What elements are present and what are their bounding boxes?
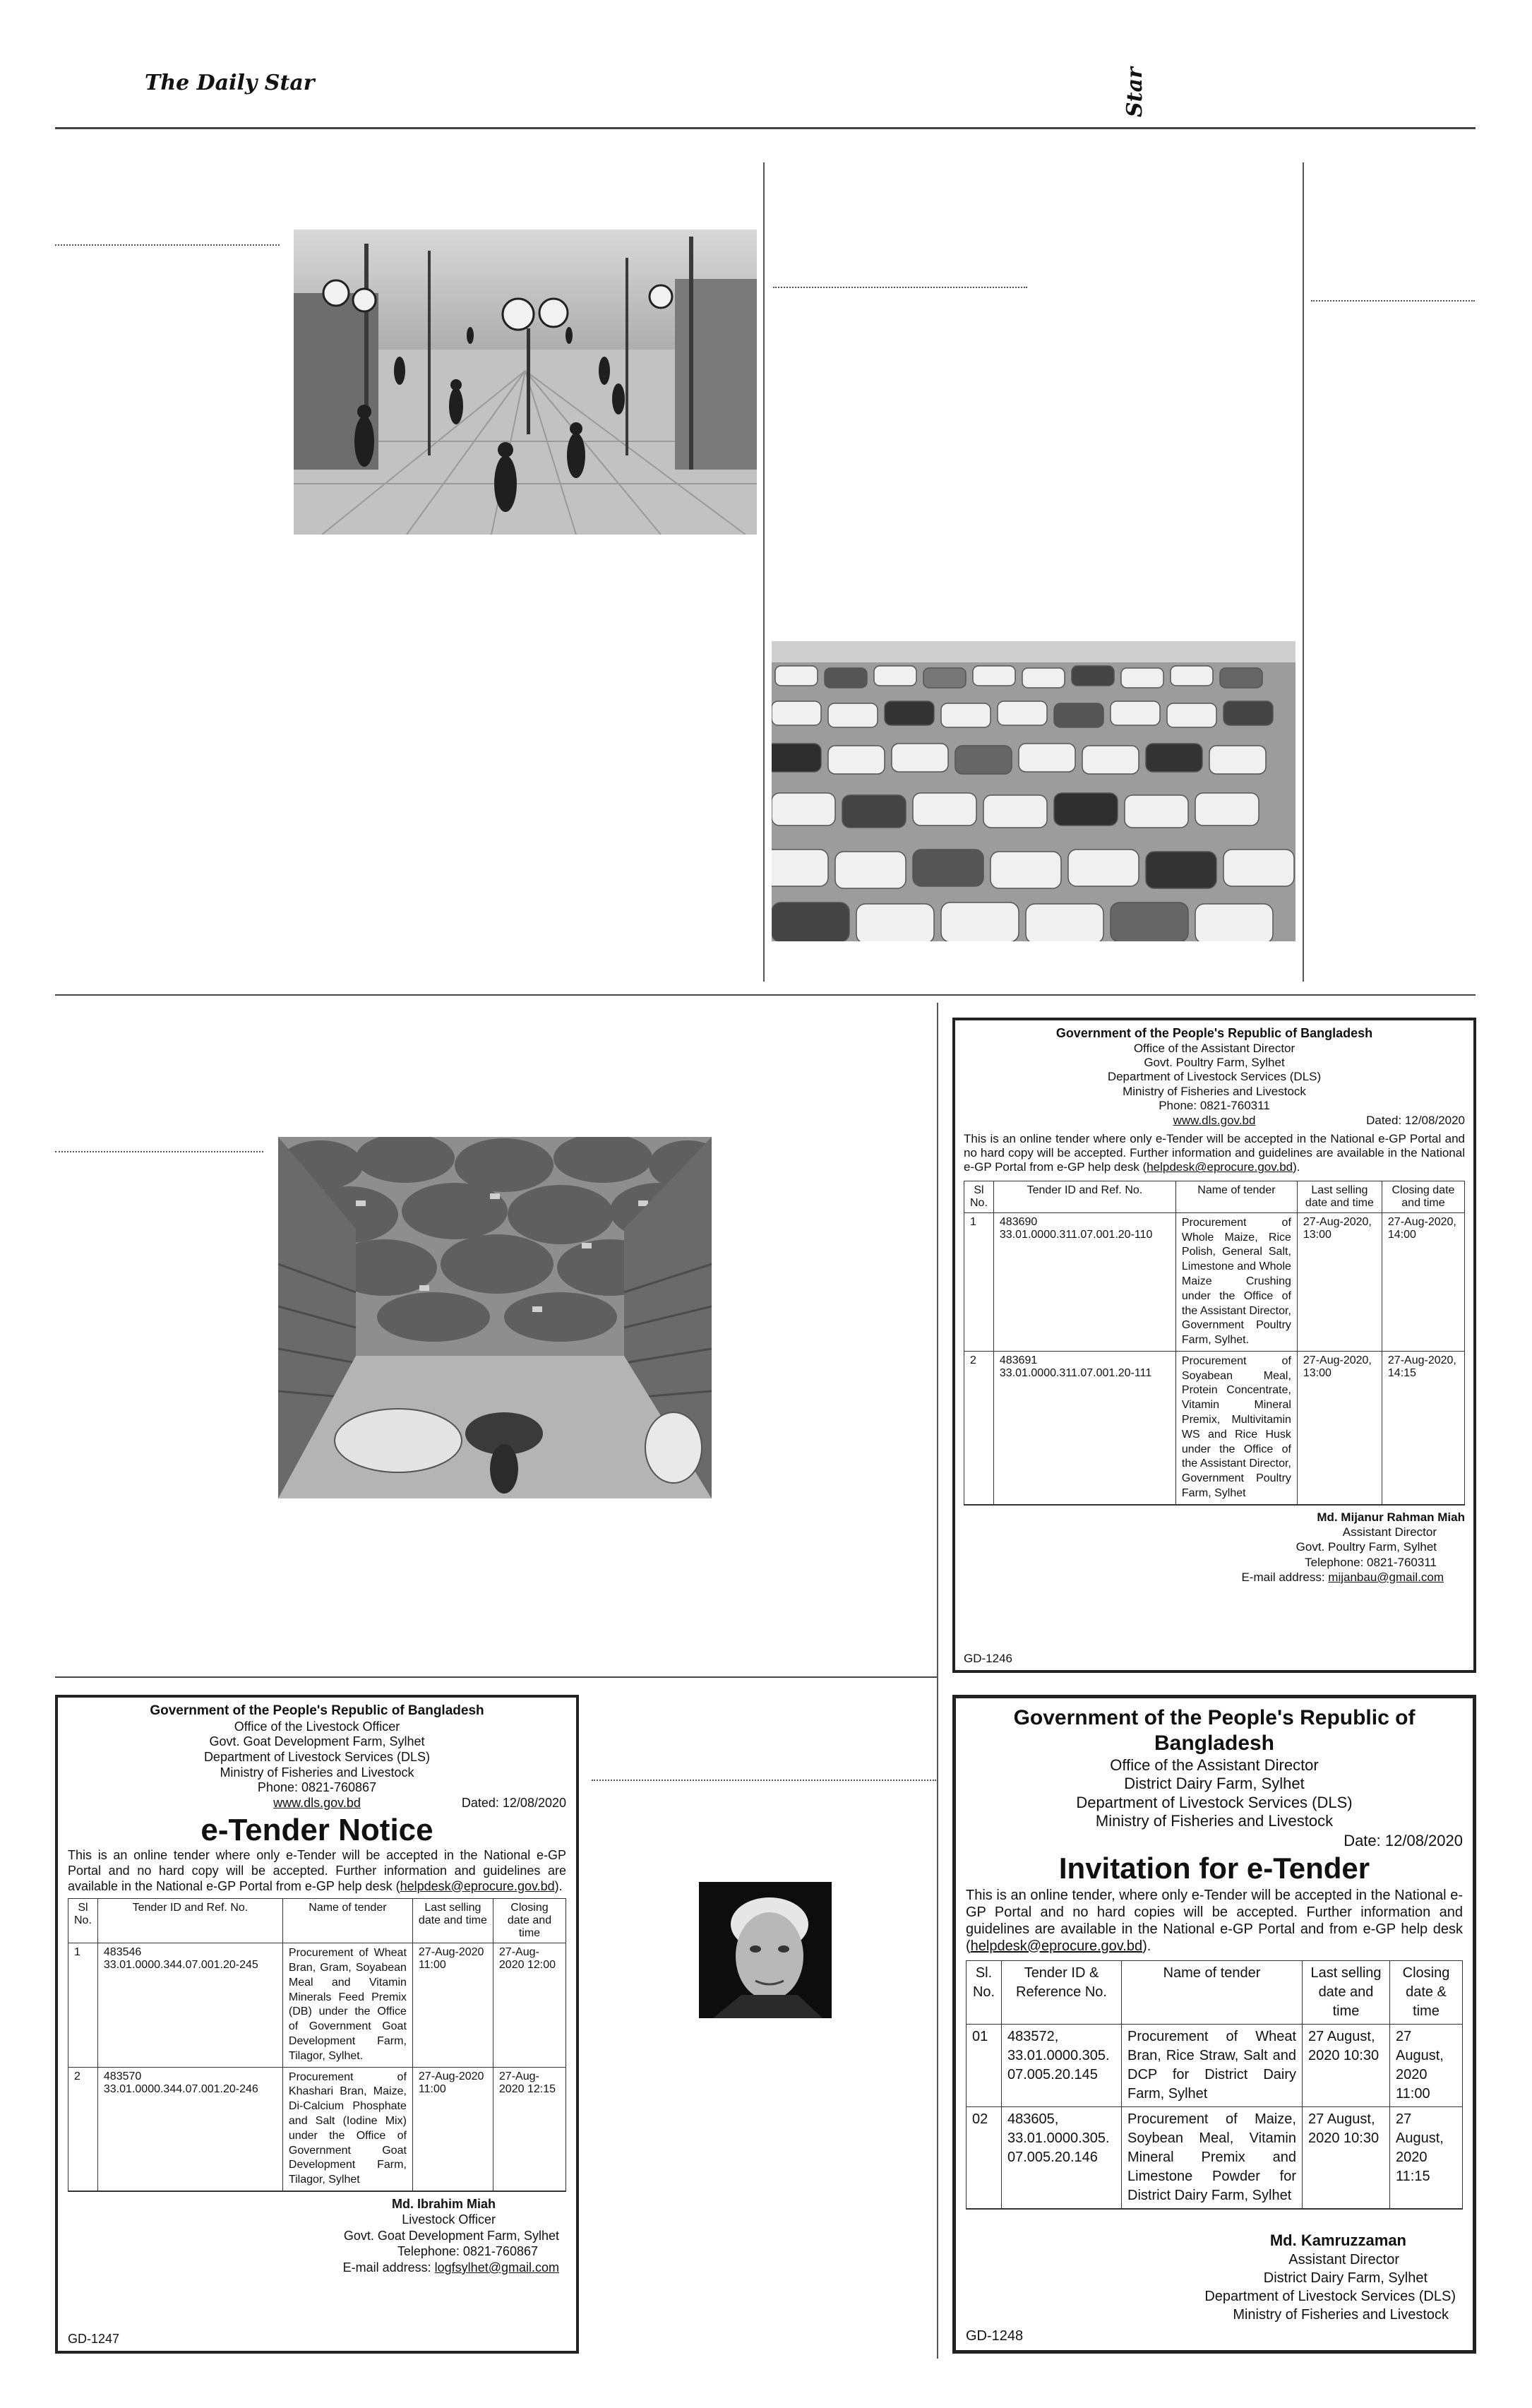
masthead-star-logo: Star: [1123, 67, 1147, 117]
column-divider: [1303, 162, 1304, 982]
column-header: Sl No.: [964, 1181, 994, 1212]
gd-number: GD-1247: [68, 2332, 120, 2346]
tender-name-cell: Procurement of Whole Maize, Rice Polish, General Salt, Limestone and Whole Maize Crushing under the Office of the Assistant Director, Government Poultry Farm, Sylhet.: [1175, 1212, 1297, 1351]
tender-title: Invitation for e-Tender: [1058, 1852, 1370, 1885]
tender-header: Department of Livestock Services (DLS): [1076, 1793, 1353, 1811]
tender-name-cell: Procurement of Maize, Soybean Meal, Vitamin Mineral Premix and Limestone Powder for District Dairy Farm, Sylhet: [1122, 2106, 1303, 2208]
signatory-phone: Telephone: 0821-760867: [397, 2244, 538, 2259]
column-divider: [763, 162, 765, 982]
last-selling-cell: 27-Aug-2020, 13:00: [1297, 1212, 1382, 1351]
tender-notice-gd-1248: [952, 1695, 1476, 2354]
column-header: Sl. No.: [967, 1960, 1002, 2024]
tender-date: Date: 12/08/2020: [1344, 1831, 1463, 1849]
sl-cell: 01: [967, 2024, 1002, 2106]
signature-block: [68, 2191, 566, 2276]
table-row: [964, 1351, 1465, 1504]
tender-date: Dated: 12/08/2020: [461, 1795, 566, 1810]
tender-header: Ministry of Fisheries and Livestock: [220, 1765, 414, 1780]
column-header: Closing date and time: [1382, 1181, 1464, 1212]
masthead-logo: The Daily Star: [145, 71, 315, 95]
story-rule: [592, 1780, 936, 1781]
table-row: [967, 2106, 1463, 2208]
signature-block: [964, 1505, 1465, 1585]
column-header: Last selling date and time: [412, 1899, 493, 1943]
signatory-office: District Dairy Farm, Sylhet: [1263, 2270, 1428, 2287]
signatory-name: Md. Mijanur Rahman Miah: [1317, 1510, 1465, 1524]
tender-header: Ministry of Fisheries and Livestock: [1123, 1084, 1306, 1098]
tender-intro: This is an online tender where only e-Tender will be accepted in the National e-GP Portal and no hard copy will be accepted. Further information and guidelines are available in the National e-GP Portal from e-GP help desk (helpdesk@eprocure.gov.bd).: [964, 1131, 1465, 1174]
column-divider: [937, 1003, 938, 2359]
column-header: Closing date & time: [1390, 1960, 1463, 2024]
last-selling-cell: 27-Aug-2020 11:00: [412, 1943, 493, 2067]
tender-header: Department of Livestock Services (DLS): [1107, 1070, 1322, 1084]
section-rule: [55, 1676, 937, 1678]
column-header: Closing date and time: [493, 1899, 565, 1943]
column-header: Name of tender: [1175, 1181, 1297, 1212]
tender-name-cell: Procurement of Khashari Bran, Maize, Di-Calcium Phosphate and Salt (Iodine Mix) under the Office of Government Goat Development Farm, Tilagor, Sylhet: [282, 2067, 412, 2191]
helpdesk-email-link[interactable]: helpdesk@eprocure.gov.bd: [1147, 1160, 1293, 1174]
tender-name-cell: Procurement of Wheat Bran, Rice Straw, Salt and DCP for District Dairy Farm, Sylhet: [1122, 2024, 1303, 2106]
sl-cell: 1: [964, 1212, 994, 1351]
last-selling-cell: 27 August, 2020 10:30: [1303, 2024, 1390, 2106]
last-selling-cell: 27-Aug-2020 11:00: [412, 2067, 493, 2191]
email-link[interactable]: logfsylhet@gmail.com: [434, 2260, 559, 2275]
tender-header: Ministry of Fisheries and Livestock: [1095, 1812, 1334, 1830]
sl-cell: 1: [68, 1943, 98, 2067]
signatory-title: Assistant Director: [1288, 2252, 1399, 2268]
column-header: Name of tender: [282, 1899, 412, 1943]
column-header: Tender ID and Ref. No.: [97, 1899, 282, 1943]
email-label: E-mail address:: [342, 2260, 435, 2275]
closing-cell: 27-Aug-2020 12:15: [493, 2067, 565, 2191]
tender-id-cell: 483572, 33.01.0000.305. 07.005.20.145: [1002, 2024, 1122, 2106]
signatory-name: Md. Kamruzzaman: [1269, 2231, 1406, 2249]
tender-header: Office of the Assistant Director: [1133, 1041, 1295, 1055]
tender-title: e-Tender Notice: [201, 1812, 433, 1847]
tender-notice-gd-1247: [55, 1695, 579, 2354]
signatory-office: Govt. Goat Development Farm, Sylhet: [343, 2228, 559, 2243]
story-rule: [55, 1151, 263, 1152]
tender-name-cell: Procurement of Wheat Bran, Gram, Soyabean Meal and Vitamin Minerals Feed Premix (DB) under the Office of Government Goat Development Farm, Tilagor, Sylhet.: [282, 1943, 412, 2067]
signatory-name: Md. Ibrahim Miah: [391, 2196, 496, 2211]
sl-cell: 02: [967, 2106, 1002, 2208]
column-header: Tender ID & Reference No.: [1002, 1960, 1122, 2024]
signatory-office: Govt. Poultry Farm, Sylhet: [1295, 1540, 1437, 1554]
car-lot-photo: [772, 641, 1295, 941]
tender-table: [966, 1960, 1463, 2209]
column-header: Tender ID and Ref. No.: [993, 1181, 1175, 1212]
signatory-title: Assistant Director: [1342, 1525, 1437, 1539]
tender-id-cell: 483546 33.01.0000.344.07.001.20-245: [97, 1943, 282, 2067]
portrait-photo: [699, 1882, 832, 2018]
email-link[interactable]: mijanbau@gmail.com: [1328, 1570, 1444, 1584]
tender-intro: This is an online tender where only e-Tender will be accepted in the National e-GP Portal and no hard copy will be accepted. Further information and guidelines are available in the National e-GP Portal from e-GP help desk (helpdesk@eprocure.gov.bd).: [68, 1848, 566, 1893]
tender-header: Department of Livestock Services (DLS): [203, 1749, 431, 1764]
tender-header: Govt. Poultry Farm, Sylhet: [1144, 1055, 1285, 1069]
tender-header: Phone: 0821-760311: [1159, 1099, 1270, 1113]
tender-notice-gd-1246: [952, 1018, 1476, 1673]
signatory-ministry: Ministry of Fisheries and Livestock: [1233, 2307, 1449, 2323]
closing-cell: 27-Aug-2020, 14:15: [1382, 1351, 1464, 1504]
tender-id-cell: 483605, 33.01.0000.305. 07.005.20.146: [1002, 2106, 1122, 2208]
last-selling-cell: 27 August, 2020 10:30: [1303, 2106, 1390, 2208]
sl-cell: 2: [68, 2067, 98, 2191]
column-header: Name of tender: [1122, 1960, 1303, 2024]
website-link[interactable]: www.dls.gov.bd: [1173, 1113, 1256, 1127]
tender-id-cell: 483691 33.01.0000.311.07.001.20-111: [993, 1351, 1175, 1504]
table-row: [967, 2024, 1463, 2106]
tender-header: Govt. Goat Development Farm, Sylhet: [209, 1734, 425, 1749]
helpdesk-email-link[interactable]: helpdesk@eprocure.gov.bd: [400, 1878, 555, 1893]
tender-header: District Dairy Farm, Sylhet: [1124, 1775, 1305, 1793]
story-rule: [1311, 300, 1475, 302]
tender-header: Government of the People's Republic of Bangladesh: [1055, 1026, 1373, 1040]
story-rule: [55, 244, 280, 246]
closing-cell: 27-Aug-2020 12:00: [493, 1943, 565, 2067]
table-row: [964, 1212, 1465, 1351]
masthead-rule: [55, 127, 1476, 129]
section-rule: [55, 994, 1476, 996]
column-header: Last selling date and time: [1303, 1960, 1390, 2024]
table-row: [68, 2067, 566, 2191]
sl-cell: 2: [964, 1351, 994, 1504]
gd-number: GD-1246: [964, 1652, 1012, 1665]
tender-header: Office of the Assistant Director: [1110, 1756, 1319, 1774]
closing-cell: 27 August, 2020 11:15: [1390, 2106, 1463, 2208]
tender-id-cell: 483690 33.01.0000.311.07.001.20-110: [993, 1212, 1175, 1351]
email-label: E-mail address:: [1241, 1570, 1329, 1584]
signatory-title: Livestock Officer: [402, 2212, 496, 2227]
tender-header: Office of the Livestock Officer: [234, 1719, 400, 1734]
tender-name-cell: Procurement of Soyabean Meal, Protein Concentrate, Vitamin Mineral Premix, Multivitamin WS and Rice Husk under the Office of the Assistant Director, Government Poultry Farm, Sylhet: [1175, 1351, 1297, 1504]
signatory-phone: Telephone: 0821-760311: [1305, 1555, 1437, 1569]
helpdesk-email-link[interactable]: helpdesk@eprocure.gov.bd: [970, 1938, 1143, 1954]
tender-header: Government of the People's Republic of Bangladesh: [150, 1703, 484, 1718]
tender-header: Government of the People's Republic of Bangladesh: [1013, 1706, 1416, 1755]
signature-block: [966, 2209, 1463, 2325]
last-selling-cell: 27-Aug-2020, 13:00: [1297, 1351, 1382, 1504]
column-header: Sl No.: [68, 1899, 98, 1943]
tender-date: Dated: 12/08/2020: [1366, 1113, 1465, 1127]
closing-cell: 27-Aug-2020, 14:00: [1382, 1212, 1464, 1351]
tender-id-cell: 483570 33.01.0000.344.07.001.20-246: [97, 2067, 282, 2191]
tender-table: [68, 1898, 566, 2191]
story-rule: [773, 287, 1027, 288]
column-header: Last selling date and time: [1297, 1181, 1382, 1212]
tender-header: Phone: 0821-760867: [257, 1780, 377, 1795]
tender-table: [964, 1181, 1465, 1505]
signatory-department: Department of Livestock Services (DLS): [1204, 2289, 1456, 2305]
gd-number: GD-1248: [966, 2328, 1024, 2344]
tender-intro: This is an online tender, where only e-Tender will be accepted in the National e-GP Portal and no hard copies will be accepted. Further information and guidelines are available in the National e-GP Portal and from e-GP help desk (helpdesk@eprocure.gov.bd).: [966, 1887, 1463, 1954]
website-link[interactable]: www.dls.gov.bd: [273, 1795, 361, 1810]
closing-cell: 27 August, 2020 11:00: [1390, 2024, 1463, 2106]
truck-sleeper-photo: [278, 1137, 712, 1498]
clock-plaza-photo: [294, 230, 757, 535]
table-row: [68, 1943, 566, 2067]
